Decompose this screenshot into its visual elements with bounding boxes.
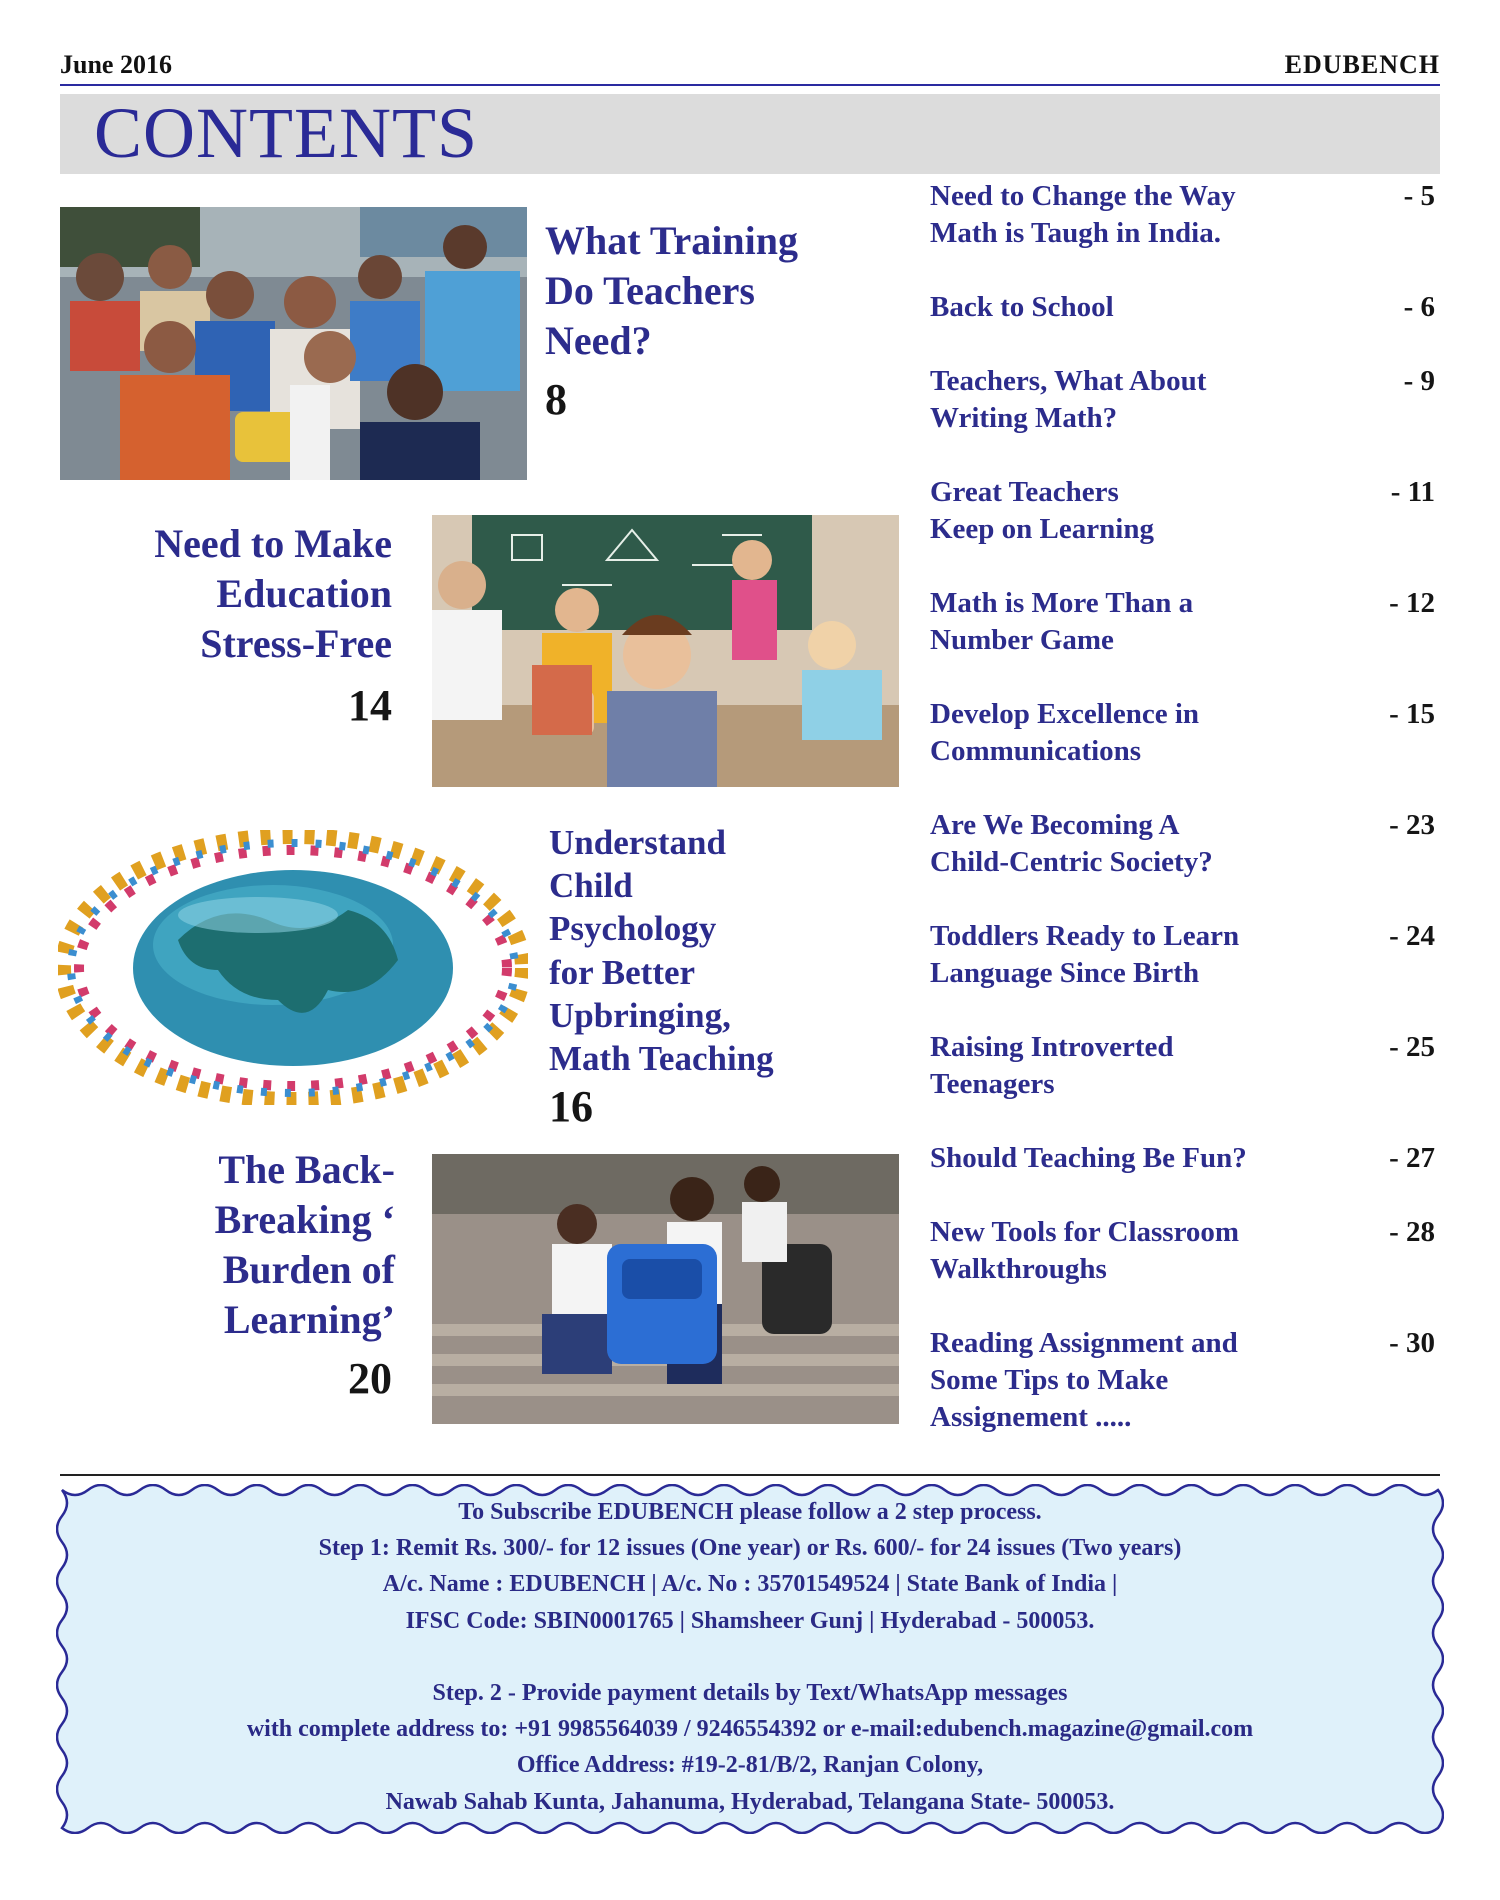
feature-title-line: Stress-Free (200, 621, 392, 666)
contents-item-page: - 27 (1389, 1142, 1435, 1174)
contents-item-page: - 9 (1403, 365, 1435, 397)
feature-title-line: Learning’ (223, 1297, 395, 1342)
subscription-line: To Subscribe EDUBENCH please follow a 2 step process. (458, 1499, 1042, 1525)
feature-title-line: Need? (545, 318, 652, 363)
contents-item-page: - 28 (1389, 1216, 1435, 1248)
contents-item-page: - 6 (1403, 291, 1435, 323)
feature-title-line: Understand (549, 823, 726, 862)
contents-item-title: Math is More Than a (930, 587, 1194, 619)
feature-title-line: Psychology (549, 909, 717, 949)
feature-title-line: Education (216, 571, 392, 616)
contents-item-title: Some Tips to Make (930, 1364, 1169, 1396)
contents-item-title: Language Since Birth (930, 957, 1200, 989)
feature-title-line: Burden of (222, 1247, 395, 1292)
feature-title-stress-free[interactable] (60, 519, 392, 669)
footer-rule (60, 1474, 1440, 1476)
contents-item-title: Math is Taugh in India. (930, 217, 1221, 249)
contents-item-title: Great Teachers (930, 476, 1119, 508)
contents-item-title: New Tools for Classroom (930, 1216, 1240, 1248)
contents-heading: CONTENTS (94, 93, 478, 173)
contents-item-title: Should Teaching Be Fun? (930, 1142, 1247, 1174)
students-with-school-bags-photo (432, 1154, 899, 1424)
contents-item-title: Keep on Learning (930, 513, 1154, 545)
subscription-line (60, 1639, 1440, 1675)
contents-item-title: Back to School (930, 291, 1114, 323)
contents-item-title: Assignement ..... (930, 1401, 1132, 1433)
contents-item-title: Are We Becoming A (930, 809, 1180, 841)
feature-title-line: Upbringing, (549, 995, 731, 1035)
subscription-line: Step 1: Remit Rs. 300/- for 12 issues (One year) or Rs. 600/- for 24 issues (Two years) (318, 1535, 1182, 1562)
contents-banner (60, 94, 1440, 174)
subscription-line: IFSC Code: SBIN0001765 | Shamsheer Gunj | Hyderabad - 500053. (405, 1607, 1095, 1634)
feature-title-line: for Better (549, 952, 696, 992)
contents-item-page: - 5 (1403, 180, 1435, 212)
subscription-line: Nawab Sahab Kunta, Jahanuma, Hyderabad, Telangana State- 500053. (385, 1788, 1115, 1815)
feature-title-line: Need to Make (154, 521, 392, 566)
subscription-line: A/c. Name : EDUBENCH | A/c. No : 35701549524 | State Bank of India | (382, 1571, 1118, 1598)
contents-item-title: Develop Excellence in (930, 698, 1200, 730)
contents-item-title: Number Game (930, 624, 1114, 656)
feature-page-number: 16 (549, 1082, 593, 1131)
contents-item-title: Teachers, What About (930, 365, 1207, 397)
contents-item-title: Teenagers (930, 1068, 1055, 1100)
contents-item-title: Walkthroughs (930, 1253, 1107, 1285)
contents-item-page: - 25 (1389, 1031, 1435, 1063)
contents-item-title: Raising Introverted (930, 1031, 1174, 1063)
contents-item-page: - 12 (1389, 587, 1435, 619)
subscription-info (60, 1494, 1440, 1820)
feature-page-number: 8 (545, 375, 567, 424)
issue-date: June 2016 (60, 50, 172, 79)
subscription-line: Office Address: #19-2-81/B/2, Ranjan Colony, (516, 1752, 984, 1779)
contents-item-title: Writing Math? (930, 402, 1118, 434)
contents-item-title: Toddlers Ready to Learn (930, 920, 1240, 952)
contents-item-page: - 23 (1389, 809, 1435, 841)
header-rule (60, 84, 1440, 86)
teachers-audience-photo (60, 207, 527, 480)
subscription-line: Step. 2 - Provide payment details by Text/WhatsApp messages (432, 1680, 1068, 1706)
feature-title-training[interactable] (545, 216, 798, 366)
feature-title-line: Math Teaching (549, 1039, 774, 1079)
feature-title-line: Breaking ‘ (214, 1197, 395, 1242)
contents-item-title: Reading Assignment and (930, 1327, 1238, 1359)
contents-item-title: Child-Centric Society? (930, 846, 1213, 878)
feature-title-line: The Back- (218, 1147, 395, 1192)
feature-title-line: Child (549, 866, 633, 906)
feature-title-line: Do Teachers (545, 268, 755, 313)
contents-item-page: - 11 (1390, 476, 1435, 508)
contents-item-title: Need to Change the Way (930, 180, 1236, 212)
classroom-boy-thumbs-up-photo (432, 515, 899, 787)
contents-item-page: - 15 (1389, 698, 1435, 730)
feature-title-back-breaking[interactable] (60, 1145, 395, 1345)
magazine-name: EDUBENCH (1284, 50, 1440, 79)
contents-item-page: - 24 (1389, 920, 1435, 952)
feature-title-line: What Training (545, 218, 799, 263)
children-around-globe-illustration (58, 830, 528, 1105)
contents-item-page: - 30 (1389, 1327, 1435, 1359)
feature-title-child-psychology[interactable] (549, 821, 774, 1080)
subscription-email-line[interactable]: with complete address to: +91 9985564039 / 9246554392 or e-mail:edubench.magazine@gmail.com (246, 1716, 1254, 1743)
feature-page-number: 14 (348, 681, 392, 730)
feature-page-number: 20 (348, 1354, 392, 1403)
contents-item-title: Communications (930, 735, 1142, 767)
